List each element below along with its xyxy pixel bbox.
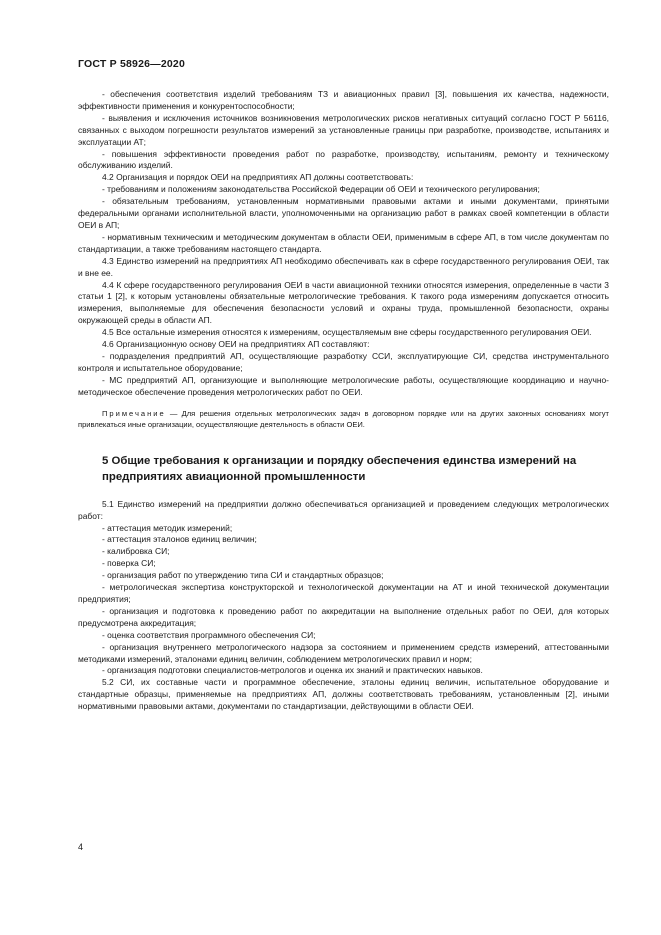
text-paragraph: - повышения эффективности проведения работ по разработке, производству, испытаниям, ремонту и техническому обслуживанию изделий. (78, 148, 609, 171)
text-paragraph: 5.2 СИ, их составные части и программное обеспечение, эталоны единиц величин, испытательное оборудование и стандартные образцы, применяемые на предприятиях АП, должны соответствовать требованиям, установленным [2], иными нормативными правовыми актами, документами по стандартизации, действующими в области ОЕИ. (78, 677, 609, 712)
text-paragraph: - аттестация методик измерений; (102, 522, 233, 533)
paragraphs-part1 (78, 89, 609, 399)
text-paragraph: 4.4 К сфере государственного регулирования ОЕИ в части авиационной техники относятся измерения, определенные в части 3 статьи 1 [2], к которым установлены обязательные метрологические требования. К такого рода измерениям допускается относить измерения, выполняемые для обеспечения безопасности условий и охраны труда, промышленной безопасности, охраны окружающей среды в области АП. (78, 279, 609, 326)
text-paragraph: - организация внутреннего метрологического надзора за состоянием и применением средств измерений, аттестованными методиками измерений, эталонами единиц величин, соблюдением метрологических правил и норм; (78, 641, 609, 664)
note-paragraph (78, 408, 609, 431)
text-paragraph: - аттестация эталонов единиц величин; (102, 534, 257, 545)
text-paragraph: - выявления и исключения источников возникновения метрологических рисков негативных ситуаций согласно ГОСТ Р 56116, связанных с выходом погрешности результатов измерений за установленные границы при разработке, производстве, испытаниях и эксплуатации АТ; (78, 112, 609, 147)
text-paragraph: - поверка СИ; (102, 558, 156, 569)
note-text: — Для решения отдельных метрологических задач в договорном порядке или на других законных основаниях могут привлекаться иные организации, осуществляющие деятельность в области ОЕИ. (78, 408, 609, 429)
text-paragraph: - организация работ по утверждению типа СИ и стандартных образцов; (102, 570, 384, 581)
text-paragraph: 4.5 Все остальные измерения относятся к измерениям, осуществляемым вне сферы государственного регулирования ОЕИ. (102, 327, 592, 338)
text-paragraph: - организация подготовки специалистов-метрологов и оценка их знаний и практических навыков. (102, 665, 483, 676)
note-label: Примечание (102, 408, 166, 418)
section-5-body (78, 499, 609, 713)
text-paragraph: 4.3 Единство измерений на предприятиях АП необходимо обеспечивать как в сфере государственного регулирования ОЕИ, так и вне ее. (78, 255, 609, 278)
text-paragraph: - обеспечения соответствия изделий требованиям ТЗ и авиационных правил [3], повышения их качества, надежности, эффективности применения и конкурентоспособности; (78, 89, 609, 111)
text-paragraph: - обязательным требованиям, установленным нормативными правовыми актами и иными документами, принятыми федеральными органами исполнительной власти, уполномоченными на организацию работ в рамках своей компетенции в области ОЕИ в АП; (78, 196, 609, 230)
text-paragraph: 4.6 Организационную основу ОЕИ на предприятиях АП составляют: (102, 339, 370, 350)
document-header: ГОСТ Р 58926—2020 (78, 58, 186, 70)
text-paragraph: - МС предприятий АП, организующие и выполняющие метрологические работы, осуществляющие координацию и научно-методическое обеспечение проведения метрологических работ по ОЕИ. (78, 374, 609, 397)
section-5-heading: 5 Общие требования к организации и порядку обеспечения единства измерений на предприятиях авиационной промышленности (102, 455, 577, 483)
text-paragraph: - организация и подготовка к проведению работ по аккредитации на выполнение отдельных работ по ОЕИ, для которых предусмотрена аккредитация; (78, 605, 609, 628)
text-paragraph: 5.1 Единство измерений на предприятии должно обеспечиваться организацией и проведением следующих метрологических работ: (78, 498, 609, 521)
text-paragraph: - метрологическая экспертиза конструкторской и технологической документации на АТ и иной технической документации предприятия; (78, 582, 609, 604)
text-paragraph: - оценка соответствия программного обеспечения СИ; (102, 629, 316, 640)
page-number: 4 (78, 842, 84, 852)
text-paragraph: 4.2 Организация и порядок ОЕИ на предприятиях АП должны соответствовать: (102, 172, 414, 183)
text-paragraph: - требованиям и положениям законодательства Российской Федерации об ОЕИ и технического регулирования; (102, 184, 540, 195)
text-paragraph: - нормативным техническим и методическим документам в области ОЕИ, применимым в сфере АП, в том числе документам по стандартизации, а также требованиям настоящего стандарта. (78, 231, 609, 254)
text-paragraph: - калибровка СИ; (102, 546, 170, 557)
page-body (78, 89, 609, 713)
text-paragraph: - подразделения предприятий АП, осуществляющие разработку ССИ, эксплуатирующие СИ, средства инструментального контроля и испытательное оборудование; (78, 350, 609, 373)
